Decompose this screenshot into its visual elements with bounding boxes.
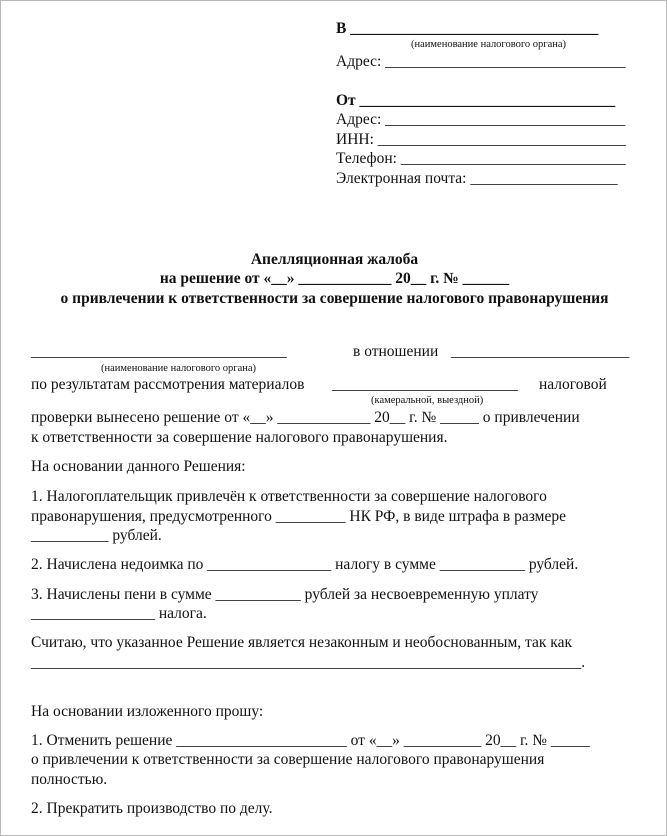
item-2: 2. Начислена недоимка по ________________ налогу в сумме ___________ рублей. [31,556,579,573]
request-heading: На основании изложенного прошу: [31,703,264,720]
tax-authority-caption: (наименование налогового органа) [101,363,257,374]
item-3-line-1: 3. Начислены пени в сумме ___________ рублей за несвоевременную уплату [31,586,539,603]
item-3-line-2: ________________ налога. [31,605,207,622]
decision-subject-line: к ответственности за совершение налогового правонарушения. [31,429,448,446]
document-title-decision: на решение от «__» ____________ 20__ г. № ______ [159,270,510,287]
request-2: 2. Прекратить производство по делу. [31,800,273,817]
in-relation-text: в отношении [353,343,439,360]
review-results-text: по результатам рассмотрения материалов [31,376,305,393]
document-title-subject: о привлечении к ответственности за совершение налогового правонарушения [60,290,609,307]
objection-line-1: Считаю, что указанное Решение является незаконным и необоснованным, так как [31,634,572,651]
tax-authority-blank: _________________________________ [31,343,287,360]
recipient-line: В ________________________________ [336,20,599,37]
based-on-decision: На основании данного Решения: [31,458,246,475]
sender-address: Адрес: _______________________________ [336,111,626,128]
sender-phone: Телефон: _____________________________ [336,150,626,167]
request-1-line-2: о привлечении к ответственности за совершение налогового правонарушения [31,751,545,768]
taxpayer-blank: _______________________ [451,343,630,360]
request-1-line-3: полностью. [31,771,108,788]
sender-inn: ИНН: ________________________________ [336,131,626,148]
sender-line: От _________________________________ [336,92,616,109]
document-title: Апелляционная жалоба [250,251,419,268]
audit-type-caption: (камеральной, выездной) [371,395,484,406]
item-1-line-2: правонарушения, предусмотренного _________ НК РФ, в виде штрафа в размере [31,508,566,525]
audit-type-blank: ________________________ [332,376,518,393]
recipient-caption: (наименование налогового органа) [411,39,567,50]
sender-email: Электронная почта: ___________________ [336,170,618,187]
tax-word: налоговой [539,376,607,393]
item-1-line-3: __________ рублей. [31,527,162,544]
decision-line: проверки вынесено решение от «__» ____________ 20__ г. № _____ о привлечении [31,409,580,426]
objection-line-2: _______________________________________________________________________. [31,654,586,671]
item-1-line-1: 1. Налогоплательщик привлечён к ответственности за совершение налогового [31,488,547,505]
request-1-line-1: 1. Отменить решение ______________________ от «__» __________ 20__ г. № _____ [31,732,590,749]
recipient-address: Адрес: _______________________________ [336,53,626,70]
